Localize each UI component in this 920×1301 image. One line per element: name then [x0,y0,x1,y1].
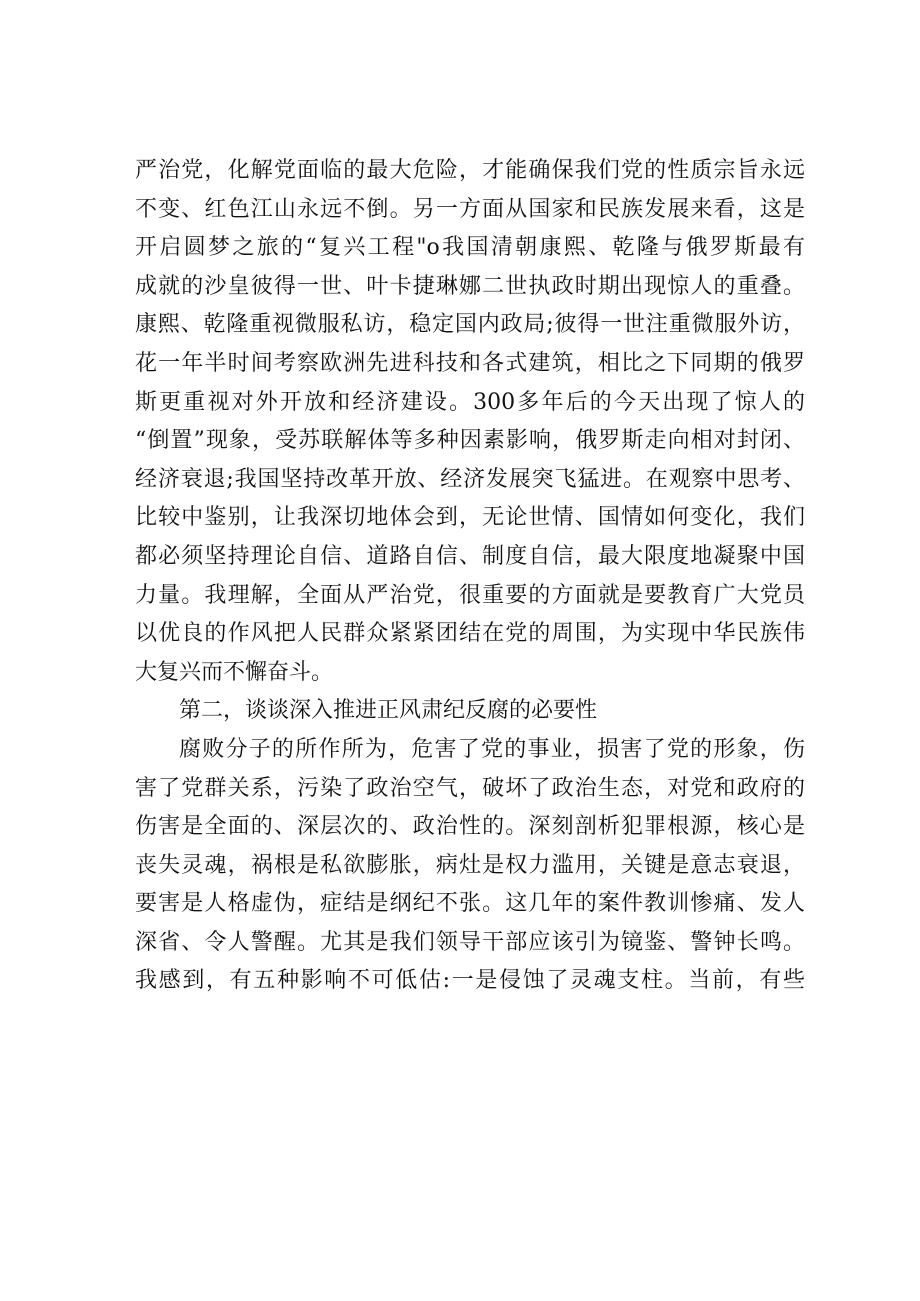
paragraph-line: 都必须坚持理论自信、道路自信、制度自信，最大限度地凝聚中国 [135,543,805,569]
paragraph-line: 以优良的作风把人民群众紧紧团结在党的周围，为实现中华民族伟 [135,621,805,647]
section-heading [135,692,805,731]
paragraph-line: 经济衰退;我国坚持改革开放、经济发展突飞猛进。在观察中思考、 [135,466,805,492]
document-body [135,152,805,1001]
paragraph-1 [135,152,805,692]
paragraph-line: 伤害是全面的、深层次的、政治性的。深刻剖析犯罪根源，核心是 [135,814,805,840]
paragraph-line: 深省、令人警醒。尤其是我们领导干部应该引为镜鉴、警钟长鸣。 [135,929,805,955]
paragraph-line: 要害是人格虚伪，症结是纲纪不张。这几年的案件教训惨痛、发人 [135,891,805,917]
paragraph-line: 康熙、乾隆重视微服私访，稳定国内政局;彼得一世注重微服外访， [135,312,805,338]
paragraph-line: “倒置”现象，受苏联解体等多种因素影响，俄罗斯走向相对封闭、 [135,428,805,454]
paragraph-line: 斯更重视对外开放和经济建设。300多年后的今天出现了惊人的 [135,389,805,415]
paragraph-line: 力量。我理解，全面从严治党，很重要的方面就是要教育广大党员 [135,582,805,608]
paragraph-line: 比较中鉴别，让我深切地体会到，无论世情、国情如何变化，我们 [135,505,805,531]
paragraph-2 [135,731,805,1001]
paragraph-line: 花一年半时间考察欧洲先进科技和各式建筑，相比之下同期的俄罗 [135,350,805,376]
heading-text: 第二，谈谈深入推进正风肃纪反腐的必要性 [179,698,598,724]
paragraph-line: 腐败分子的所作所为，危害了党的事业，损害了党的形象，伤 [179,736,805,762]
paragraph-line: 开启圆梦之旅的“复兴工程"o我国清朝康熙、乾隆与俄罗斯最有 [135,235,805,261]
paragraph-line: 害了党群关系，污染了政治空气，破坏了政治生态，对党和政府的 [135,775,805,801]
paragraph-line: 不变、红色江山永远不倒。另一方面从国家和民族发展来看，这是 [135,196,805,222]
paragraph-line: 大复兴而不懈奋斗。 [135,659,334,685]
paragraph-line: 丧失灵魂，祸根是私欲膨胀，病灶是权力滥用，关键是意志衰退， [135,852,805,878]
paragraph-line: 严治党，化解党面临的最大危险，才能确保我们党的性质宗旨永远 [135,158,805,183]
paragraph-line: 成就的沙皇彼得一世、叶卡捷琳娜二世执政时期出现惊人的重叠。 [135,273,805,299]
paragraph-line: 我感到，有五种影响不可低估:一是侵蚀了灵魂支柱。当前，有些 [135,968,805,994]
